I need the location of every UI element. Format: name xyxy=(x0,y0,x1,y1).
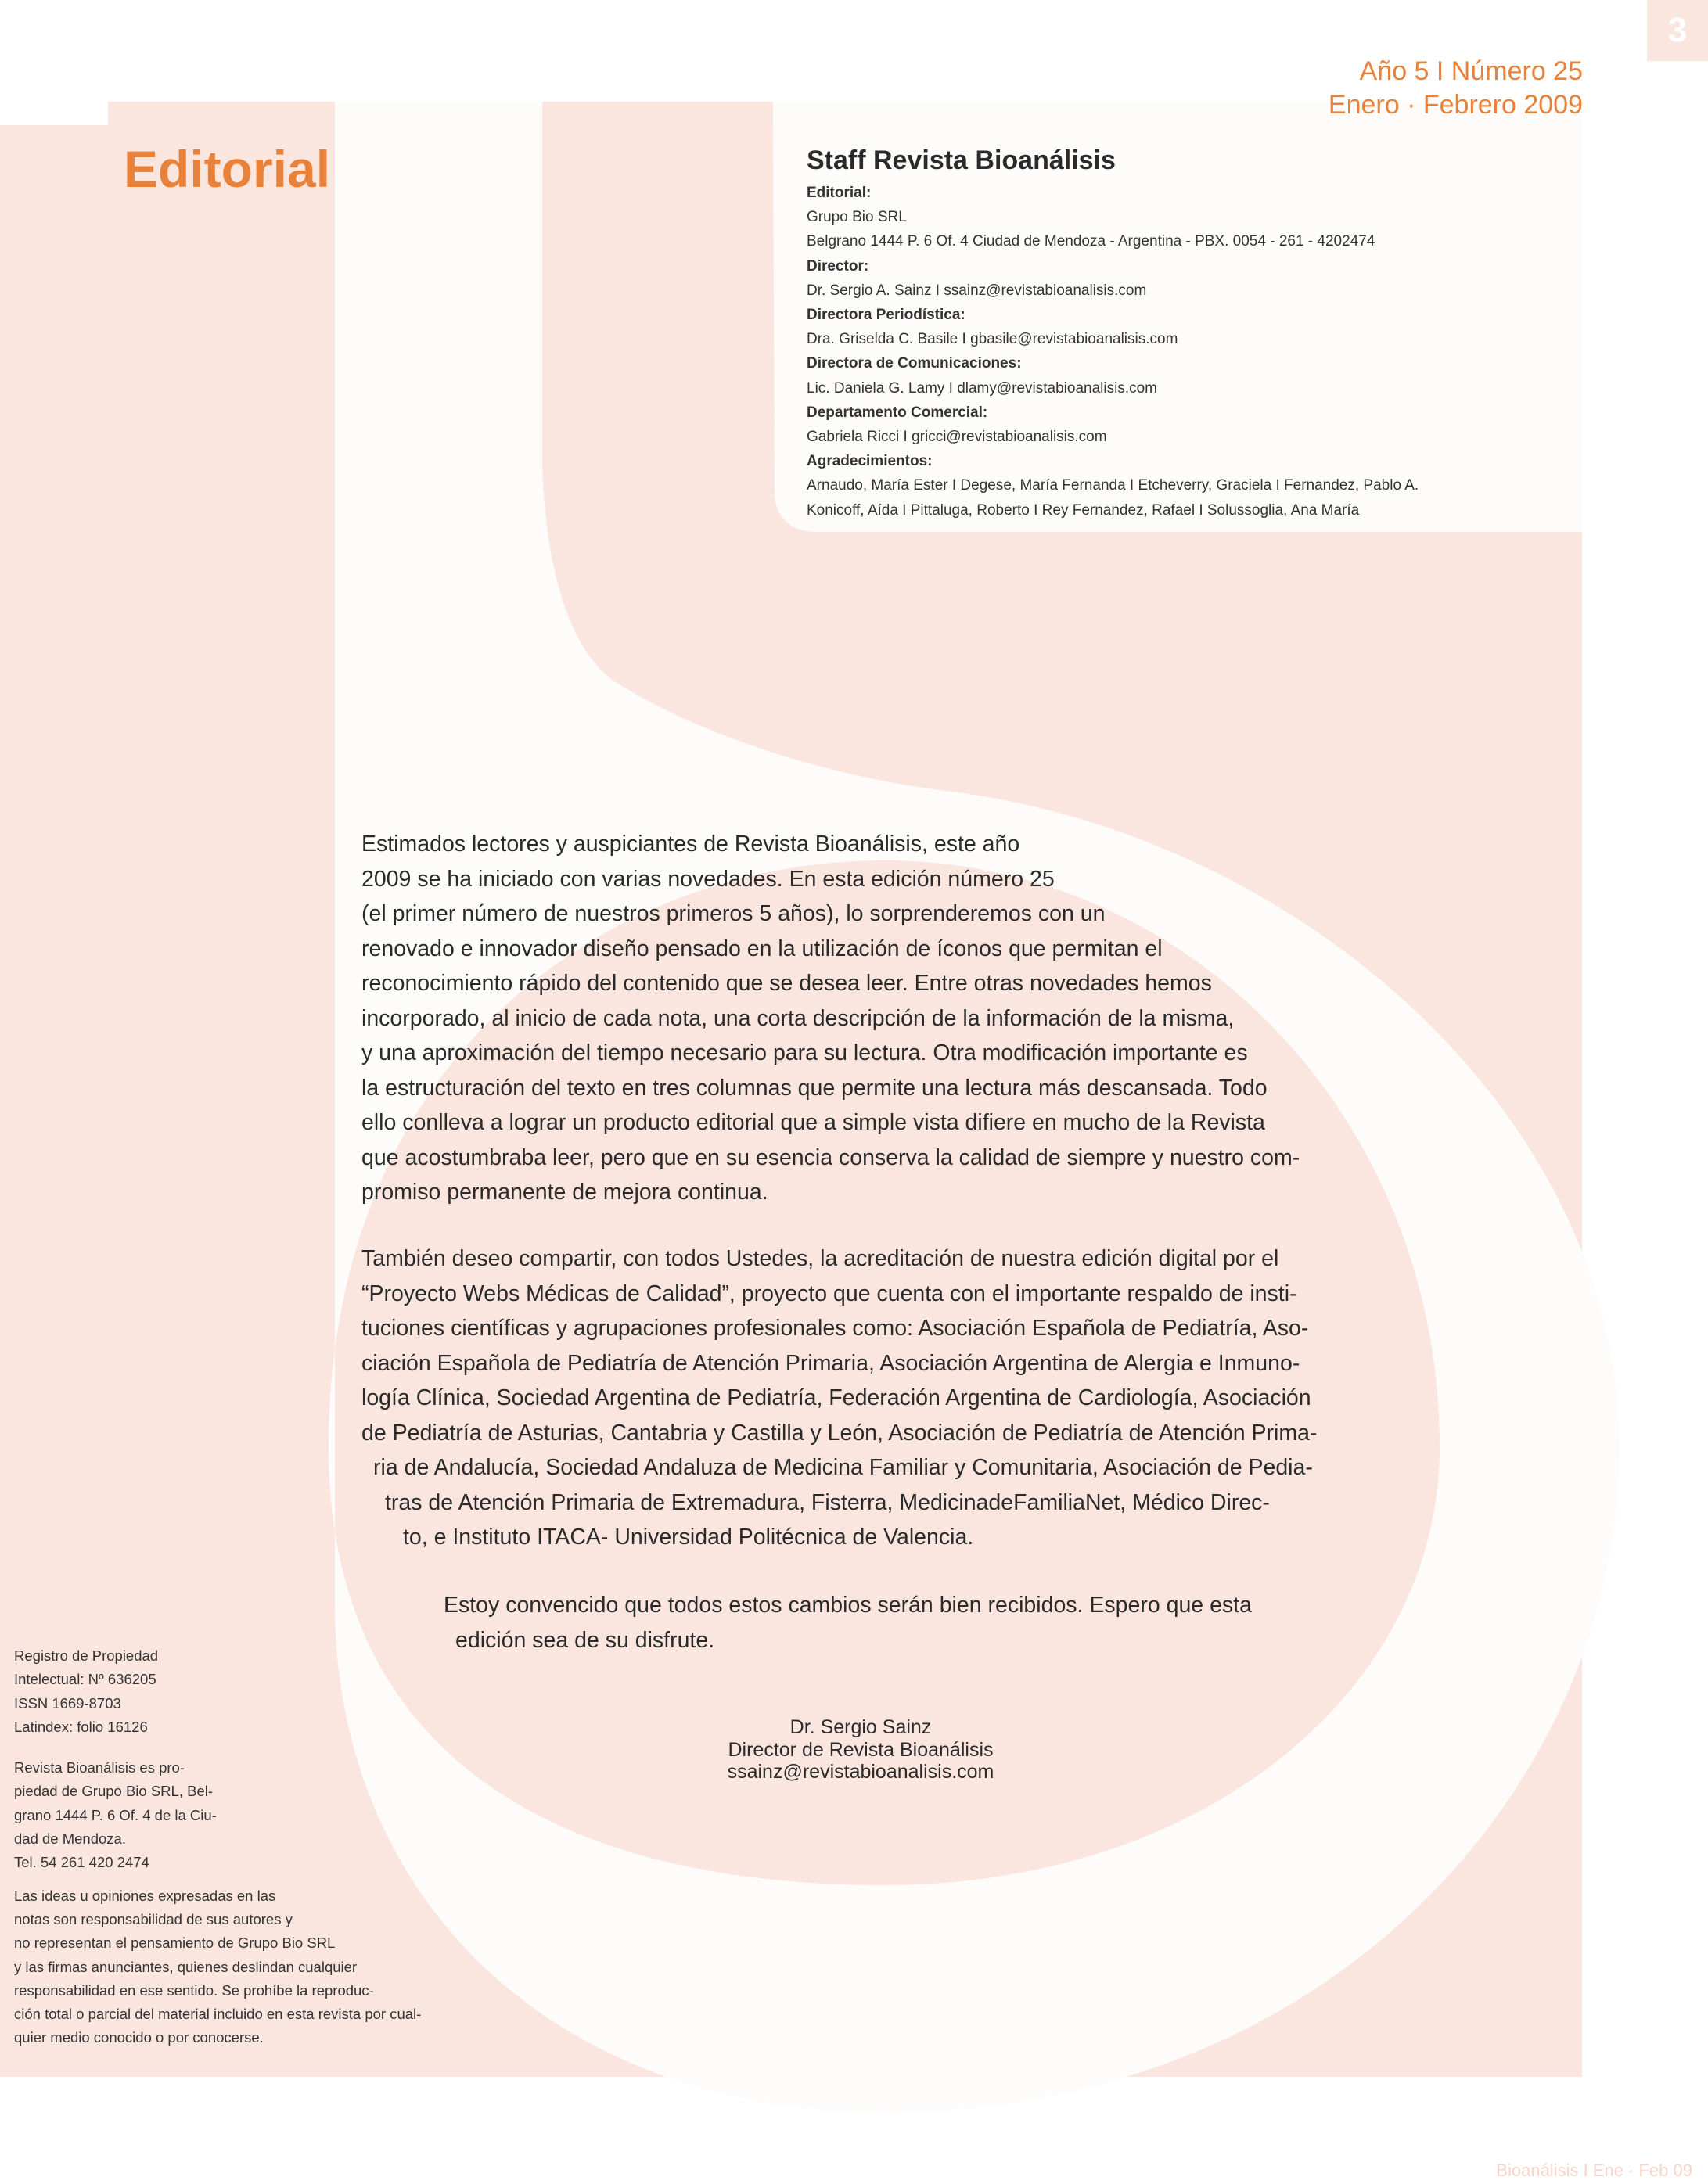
paragraph-line: to, e Instituto ITACA- Universidad Politécnica de Valencia. xyxy=(403,1525,974,1550)
staff-lines xyxy=(807,181,1589,523)
staff-value: Lic. Daniela G. Lamy I dlamy@revistabioanalisis.com xyxy=(807,379,1158,397)
paragraph-line: la estructuración del texto en tres columnas que permite una lectura más descansada. Todo xyxy=(361,1075,1268,1101)
sidebar-line: responsabilidad en ese sentido. Se prohíbe la reproduc- xyxy=(14,1981,374,1999)
staff-label: Directora Periodística: xyxy=(807,307,965,324)
sidebar-line: Revista Bioanálisis es pro- xyxy=(14,1759,185,1776)
staff-value: Gabriela Ricci I gricci@revistabioanalisis.com xyxy=(807,429,1107,446)
staff-label: Directora de Comunicaciones: xyxy=(807,355,1022,372)
sidebar-line: Intelectual: Nº 636205 xyxy=(14,1671,156,1688)
staff-value: Arnaudo, María Ester I Degese, María Fernanda I Etcheverry, Graciela I Fernandez, Pablo A. xyxy=(807,477,1419,494)
signature xyxy=(704,1716,1017,1783)
footer-text: Bioanálisis I Ene · Feb 09 xyxy=(1496,2161,1692,2180)
paragraph-line: ciación Española de Pediatría de Atención Primaria, Asociación Argentina de Alergia e Inmuno- xyxy=(361,1350,1300,1376)
sidebar-line: y las firmas anunciantes, quienes deslindan cualquier xyxy=(14,1958,358,1975)
paragraph-line: (el primer número de nuestros primeros 5 años), lo sorprenderemos con un xyxy=(361,901,1106,926)
staff-value: Belgrano 1444 P. 6 Of. 4 Ciudad de Mendoza - Argentina - PBX. 0054 - 261 - 4202474 xyxy=(807,233,1375,250)
sidebar-line: no representan el pensamiento de Grupo Bio SRL xyxy=(14,1934,336,1952)
sidebar-line: Latindex: folio 16126 xyxy=(14,1718,148,1735)
editorial-paragraph-2 xyxy=(361,1241,1379,1555)
editorial-paragraph-1 xyxy=(361,827,1379,1210)
paragraph-line: renovado e innovador diseño pensado en la utilización de íconos que permitan el xyxy=(361,936,1163,961)
paragraph-line: que acostumbraba leer, pero que en su esencia conserva la calidad de siempre y nuestro com- xyxy=(361,1144,1300,1170)
paragraph-line: También deseo compartir, con todos Ustedes, la acreditación de nuestra edición digital por el xyxy=(361,1246,1279,1271)
paragraph-line: tras de Atención Primaria de Extremadura, Fisterra, MedicinadeFamiliaNet, Médico Direc- xyxy=(385,1489,1270,1515)
sidebar-line: Las ideas u opiniones expresadas en las xyxy=(14,1887,276,1904)
sidebar-line: Registro de Propiedad xyxy=(14,1647,159,1664)
paragraph-line: promiso permanente de mejora continua. xyxy=(361,1180,768,1205)
staff-label: Director: xyxy=(807,257,869,275)
paragraph-line: y una aproximación del tiempo necesario para su lectura. Otra modificación importante es xyxy=(361,1040,1248,1065)
paragraph-line: reconocimiento rápido del contenido que se desea leer. Entre otras novedades hemos xyxy=(361,971,1212,996)
issue-info xyxy=(1329,55,1583,122)
issue-date: Enero · Febrero 2009 xyxy=(1328,90,1583,120)
staff-value: Konicoff, Aída I Pittaluga, Roberto I Rey Fernandez, Rafael I Solussoglia, Ana María xyxy=(807,501,1360,519)
paragraph-line: de Pediatría de Asturias, Cantabria y Castilla y León, Asociación de Pediatría de Atención Prima- xyxy=(361,1420,1318,1446)
paragraph-line: “Proyecto Webs Médicas de Calidad”, proyecto que cuenta con el importante respaldo de insti- xyxy=(361,1281,1297,1306)
paragraph-line: incorporado, al inicio de cada nota, una corta descripción de la información de la misma, xyxy=(361,1005,1235,1031)
paragraph-line: logía Clínica, Sociedad Argentina de Pediatría, Federación Argentina de Cardiología, Asociación xyxy=(361,1385,1311,1410)
staff-value: Grupo Bio SRL xyxy=(807,209,907,226)
staff-title: Staff Revista Bioanálisis xyxy=(807,145,1116,175)
signature-name: Dr. Sergio Sainz xyxy=(789,1716,932,1738)
paragraph-line: Estoy convencido que todos estos cambios serán bien recibidos. Espero que esta xyxy=(444,1593,1252,1618)
paragraph-line: ria de Andalucía, Sociedad Andaluza de Medicina Familiar y Comunitaria, Asociación de Pedia- xyxy=(373,1455,1313,1480)
sidebar-line: quier medio conocido o por conocerse. xyxy=(14,2029,264,2046)
editorial-paragraph-3 xyxy=(361,1588,1379,1658)
paragraph-line: edición sea de su disfrute. xyxy=(455,1627,715,1653)
paragraph-line: ello conlleva a lograr un producto editorial que a simple vista difiere en mucho de la Revista xyxy=(361,1110,1265,1135)
ownership-block xyxy=(14,1756,484,1874)
paragraph-line: Estimados lectores y auspiciantes de Revista Bioanálisis, este año xyxy=(361,832,1020,857)
staff-label: Departamento Comercial: xyxy=(807,404,988,421)
legal-sidebar xyxy=(14,1644,484,2050)
staff-label: Agradecimientos: xyxy=(807,453,933,470)
disclaimer-block xyxy=(14,1884,484,2050)
paragraph-line: tuciones científicas y agrupaciones profesionales como: Asociación Española de Pediatría, Aso- xyxy=(361,1316,1309,1341)
sidebar-line: notas son responsabilidad de sus autores y xyxy=(14,1910,293,1927)
sidebar-line: dad de Mendoza. xyxy=(14,1830,126,1848)
signature-role: Director de Revista Bioanálisis xyxy=(728,1738,994,1761)
section-title: Editorial xyxy=(124,140,331,198)
sidebar-line: piedad de Grupo Bio SRL, Bel- xyxy=(14,1783,214,1800)
sidebar-line: Tel. 54 261 420 2474 xyxy=(14,1854,149,1871)
registry-block xyxy=(14,1644,484,1739)
sidebar-line: ción total o parcial del material incluido en esta revista por cual- xyxy=(14,2006,422,2023)
staff-label: Editorial: xyxy=(807,185,872,201)
sidebar-line: ISSN 1669-8703 xyxy=(14,1694,121,1712)
staff-box xyxy=(807,143,1589,523)
staff-value: Dra. Griselda C. Basile I gbasile@revistabioanalisis.com xyxy=(807,331,1178,348)
page-number: 3 xyxy=(1647,0,1708,61)
sidebar-line: grano 1444 P. 6 Of. 4 de la Ciu- xyxy=(14,1806,217,1823)
signature-email: ssainz@revistabioanalisis.com xyxy=(727,1761,994,1783)
paragraph-line: 2009 se ha iniciado con varias novedades. En esta edición número 25 xyxy=(361,866,1055,892)
staff-value: Dr. Sergio A. Sainz I ssainz@revistabioanalisis.com xyxy=(807,282,1147,299)
issue-number: Año 5 I Número 25 xyxy=(1359,56,1583,86)
